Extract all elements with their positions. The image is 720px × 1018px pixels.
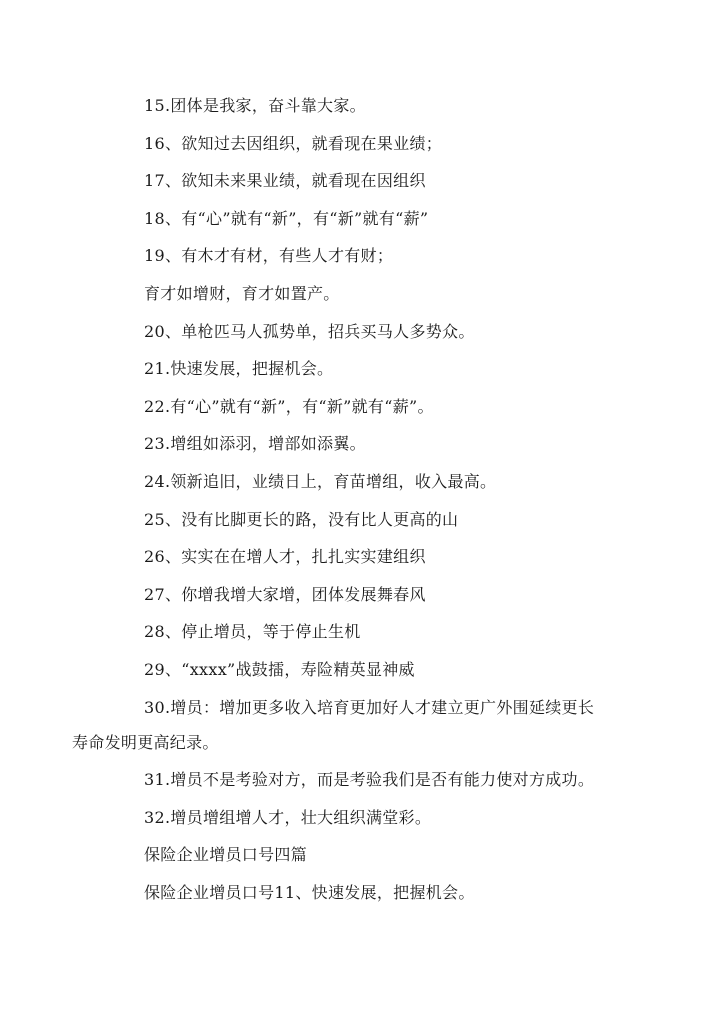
text-line: 29、“xxxx”战鼓擂，寿险精英显神威	[144, 659, 415, 679]
text-line: 17、欲知未来果业绩，就看现在因组织	[144, 171, 426, 191]
text-line: 26、实实在在增人才，扎扎实实建组织	[144, 547, 426, 567]
text-line: 32.增员增组增人才，壮大组织满堂彩。	[144, 807, 432, 827]
text-line: 保险企业增员口号11、快速发展，把握机会。	[144, 882, 475, 902]
text-line: 18、有“心”就有“新”，有“新”就有“薪”	[144, 208, 429, 228]
section-heading: 保险企业增员口号四篇	[144, 845, 308, 865]
text-line-continuation: 寿命发明更高纪录。	[72, 732, 219, 752]
text-line: 20、单枪匹马人孤势单，招兵买马人多势众。	[144, 321, 475, 341]
text-line: 19、有木才有材，有些人才有财；	[144, 246, 394, 266]
text-line: 23.增组如添羽，增部如添翼。	[144, 434, 366, 454]
text-line: 21.快速发展，把握机会。	[144, 359, 334, 379]
text-line: 15.团体是我家，奋斗靠大家。	[144, 96, 366, 115]
document-body	[72, 92, 668, 916]
text-line: 31.增员不是考验对方，而是考验我们是否有能力使对方成功。	[144, 770, 595, 790]
text-line: 24.领新追旧，业绩日上，育苗增组，收入最高。	[144, 471, 497, 491]
text-line: 25、没有比脚更长的路，没有比人更高的山	[144, 509, 459, 529]
text-line: 22.有“心”就有“新”，有“新”就有“薪”。	[144, 396, 434, 416]
text-line: 育才如增财，育才如置产。	[144, 283, 340, 303]
text-line: 28、停止增员，等于停止生机	[144, 622, 361, 642]
text-line: 16、欲知过去因组织，就看现在果业绩；	[144, 133, 443, 153]
text-line: 27、你增我增大家增，团体发展舞春风	[144, 584, 426, 604]
text-line: 30.增员：增加更多收入培育更加好人才建立更广外围延续更长	[144, 697, 595, 717]
